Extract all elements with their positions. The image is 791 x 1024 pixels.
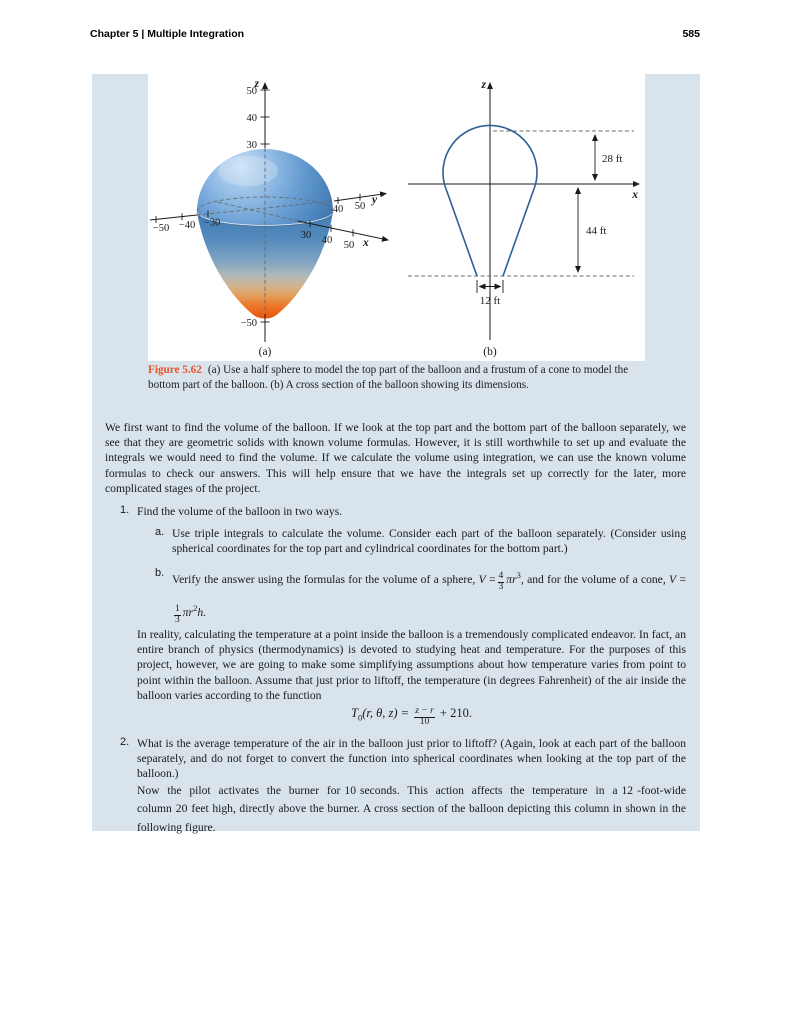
intro-paragraph: We first want to find the volume of the balloon. If we look at the top part and the bottom part of the balloon separately, we see that they are geometric solids with known volume formulas. However, it is still worthwhile to set up and evaluate the integrals we would need to find the volume. If we calculate the volume using integration, we can use the known volume formulas to check our answers. This will help ensure that we have the integrals set up correctly for the later, more complicated stages of the project. xyxy=(105,421,686,495)
page-number: 585 xyxy=(682,28,700,40)
list-item-1a-letter: a. xyxy=(155,526,165,538)
list-item-2-text: What is the average temperature of the air in the balloon just prior to liftoff? (Again, look at each part of the balloon separately, and do not forget to convert the function into spherical coordinates when looking at the top part of the balloon.) xyxy=(137,737,686,781)
z-tick-neg50: −50 xyxy=(240,318,257,329)
list-item-2-number: 2. xyxy=(120,736,130,748)
z-tick-50: 50 xyxy=(246,86,257,97)
burner-seconds-value: 10 xyxy=(344,783,356,797)
figure-panel xyxy=(148,74,645,361)
item-1b-lead: Verify the answer using the formulas for the volume of a sphere, xyxy=(172,572,476,586)
y-axis-label: y xyxy=(372,194,378,206)
list-item-1-text: Find the volume of the balloon in two ways. xyxy=(137,505,343,518)
y-tick-50: 50 xyxy=(354,201,366,212)
x-tick-30: 30 xyxy=(300,230,312,241)
cone-volume-var: V xyxy=(669,572,677,586)
sphere-highlight xyxy=(218,156,278,186)
dim-44ft-label: 44 ft xyxy=(586,225,607,237)
sphere-volume-var: V xyxy=(478,572,486,586)
sphere-volume-fraction: $\frac{4}{3}$ xyxy=(498,571,504,593)
figure-b-cross-section xyxy=(405,74,645,361)
list-item-1-number: 1. xyxy=(120,504,130,516)
subfigure-a-label: (a) xyxy=(258,346,272,358)
x-axis-label: x xyxy=(632,189,638,201)
z-axis-label: z xyxy=(481,79,486,91)
formula-args: (r, θ, z) = xyxy=(362,706,413,720)
sphere-volume-eq: = xyxy=(488,572,496,586)
z-tick-30: 30 xyxy=(246,140,257,151)
x-tick-40: 40 xyxy=(321,235,333,246)
neg-tick-50: −50 xyxy=(152,223,170,234)
list-item-2-continuation: Now the pilot activates the burner for 10 seconds. This action affects the temperature in a 12 -foot-wide column 20 feet high, directly above the burner. A cross section of the balloon depicting this column in shown in the following figure. xyxy=(137,783,686,834)
figure-caption-text: (a) Use a half sphere to model the top part of the balloon and a frustum of a cone to model the bottom part of the balloon. (b) A cross section of the balloon showing its dimensions. xyxy=(148,364,629,391)
z-axis-label: z xyxy=(254,78,259,90)
cone-volume-eq: = xyxy=(679,572,686,586)
temperature-paragraph: In reality, calculating the temperature at a point inside the balloon is a tremendously complicated endeavor. In fact, an entire branch of physics (thermodynamics) is devoted to studying heat and temperature. For the purposes of this project, however, we are going to make some simplifying assumptions about how temperature varies from point to point within the balloon. Assume that just prior to liftoff, the temperature (in degrees Fahrenheit) of the air inside the balloon varies according to the function xyxy=(137,628,686,702)
sphere-volume-body: πr xyxy=(506,572,517,586)
cone-volume-body: πr xyxy=(182,605,194,619)
list-item-1b-letter: b. xyxy=(155,567,165,579)
formula-T: T xyxy=(351,706,358,720)
neg-tick-30: −30 xyxy=(203,217,221,229)
project-content-box xyxy=(92,74,700,834)
cone-volume-trail: h. xyxy=(197,605,207,619)
temperature-formula: $T_0(r$, θ, z) = $\frac{z - r}{10}$ + 210. xyxy=(351,705,472,727)
figure-caption xyxy=(148,363,656,392)
column-width-value: 12 xyxy=(621,783,634,797)
sphere-volume-trail: , xyxy=(520,572,524,586)
list-item-1a-text: Use triple integrals to calculate the volume. Consider each part of the balloon separately. (Consider using spherical coordinates for the top part and cylindrical coordinates for the bottom part.) xyxy=(172,527,686,556)
column-height-value: 20 xyxy=(175,802,188,816)
x-axis-label: x xyxy=(363,237,369,249)
subfigure-b-label: (b) xyxy=(483,346,497,358)
dim-12ft-label: 12 ft xyxy=(479,295,501,307)
neg-tick-40: −40 xyxy=(178,220,196,231)
list-item-1b-text: Verify the answer using the formulas for the volume of a sphere, V = $\frac{4}{3}$ $\pi r^3$, and for the volume of a cone, V = $\frac{1}{3}$ $\pi r^2h$. xyxy=(172,570,686,626)
formula-fraction: $\frac{z - r}{10}$ xyxy=(415,705,434,727)
item-1b-cone-lead: cone, xyxy=(640,572,666,586)
formula-trail: + 210. xyxy=(439,706,472,720)
figure-a-balloon-3d xyxy=(148,74,398,361)
x-tick-50: 50 xyxy=(343,240,355,251)
cone-volume-fraction: $\frac{1}{3}$ xyxy=(175,604,180,626)
dim-28ft-label: 28 ft xyxy=(602,153,623,165)
item-1b-mid: and for the volume of a xyxy=(527,572,638,586)
figure-caption-number: Figure 5.62 xyxy=(148,364,202,376)
y-tick-40: 40 xyxy=(332,204,344,215)
z-tick-40: 40 xyxy=(246,113,257,124)
chapter-header: Chapter 5 | Multiple Integration xyxy=(90,28,245,40)
list-item-2-block xyxy=(137,736,686,837)
